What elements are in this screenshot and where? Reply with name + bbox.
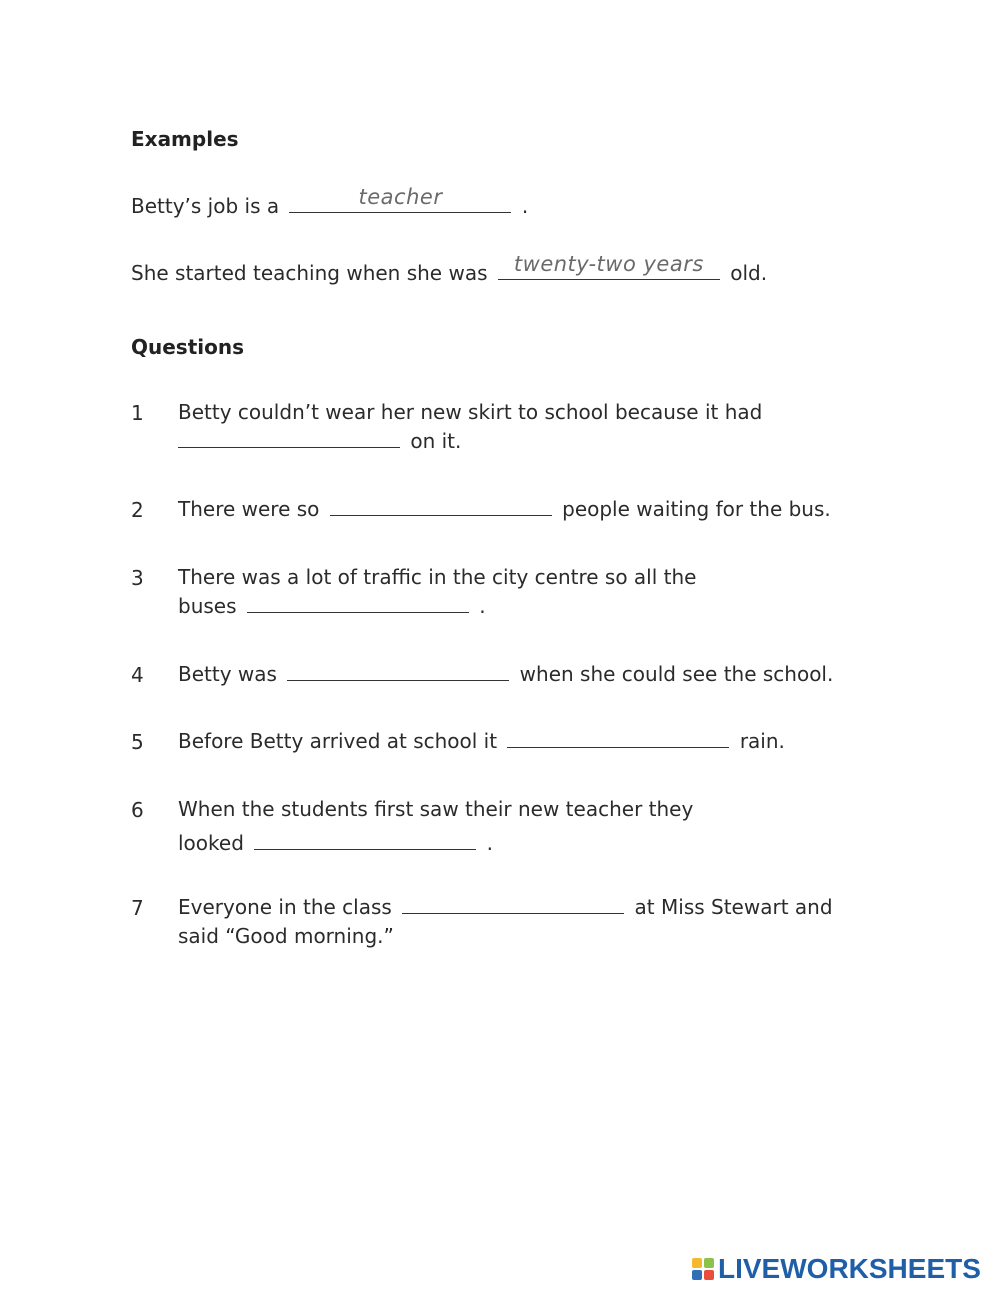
question-5-after: rain. — [739, 729, 785, 753]
question-6-number: 6 — [131, 798, 144, 822]
example-1-answer: teacher — [358, 185, 443, 209]
brand-name: LIVEWORKSHEETS — [718, 1253, 981, 1284]
example-2-after: old. — [730, 261, 768, 285]
question-6-before: looked — [178, 831, 244, 855]
question-2-number: 2 — [131, 498, 144, 522]
question-2-after: people waiting for the bus. — [562, 497, 831, 521]
question-5-number: 5 — [131, 730, 144, 754]
question-7-number: 7 — [131, 896, 144, 920]
liveworksheets-logo[interactable] — [692, 1254, 981, 1284]
question-7-line1 — [178, 893, 833, 922]
question-6-answer-blank[interactable] — [254, 829, 476, 850]
question-1-answer-blank[interactable] — [178, 427, 400, 448]
question-7 — [178, 893, 833, 951]
example-1-after: . — [521, 194, 529, 218]
question-3-after: . — [479, 594, 486, 618]
question-5-answer-blank[interactable] — [507, 727, 729, 748]
question-7-after: at Miss Stewart and — [634, 895, 833, 919]
logo-square — [692, 1258, 702, 1268]
logo-square — [692, 1270, 702, 1280]
question-2-answer-blank[interactable] — [330, 495, 552, 516]
question-4-answer-blank[interactable] — [287, 660, 509, 681]
question-1-number: 1 — [131, 401, 144, 425]
question-1-line1: Betty couldn’t wear her new skirt to school because it had — [178, 400, 763, 424]
question-2 — [178, 495, 831, 524]
question-4-before: Betty was — [178, 662, 277, 686]
example-2-answer: twenty-two years — [513, 252, 704, 276]
question-4 — [178, 660, 833, 689]
question-7-before: Everyone in the class — [178, 895, 392, 919]
question-1-line2 — [178, 427, 762, 456]
example-2-blank — [498, 252, 720, 280]
question-2-before: There were so — [178, 497, 320, 521]
question-5 — [178, 727, 785, 756]
question-3-line1: There was a lot of traffic in the city centre so all the — [178, 565, 697, 589]
question-3-answer-blank[interactable] — [247, 592, 469, 613]
example-1-text: Betty’s job is a — [131, 194, 280, 218]
question-3-number: 3 — [131, 566, 144, 590]
question-6 — [178, 795, 693, 858]
example-2-text: She started teaching when she was — [131, 261, 488, 285]
question-4-number: 4 — [131, 663, 144, 687]
example-1 — [131, 185, 529, 219]
question-4-after: when she could see the school. — [519, 662, 834, 686]
logo-grid-icon — [692, 1258, 714, 1280]
example-2 — [131, 252, 768, 286]
question-6-line2 — [178, 829, 693, 858]
example-1-blank — [289, 185, 511, 213]
question-3-before: buses — [178, 594, 237, 618]
question-7-line2: said “Good morning.” — [178, 924, 394, 948]
questions-heading: Questions — [131, 335, 245, 359]
question-5-before: Before Betty arrived at school it — [178, 729, 498, 753]
question-6-after: . — [486, 831, 493, 855]
question-6-line1: When the students first saw their new teacher they — [178, 797, 694, 821]
examples-heading: Examples — [131, 127, 239, 151]
question-1-after: on it. — [410, 429, 462, 453]
question-3 — [178, 563, 696, 621]
logo-square — [704, 1270, 714, 1280]
question-7-answer-blank[interactable] — [402, 893, 624, 914]
question-3-line2 — [178, 592, 696, 621]
question-1 — [178, 398, 762, 456]
logo-square — [704, 1258, 714, 1268]
